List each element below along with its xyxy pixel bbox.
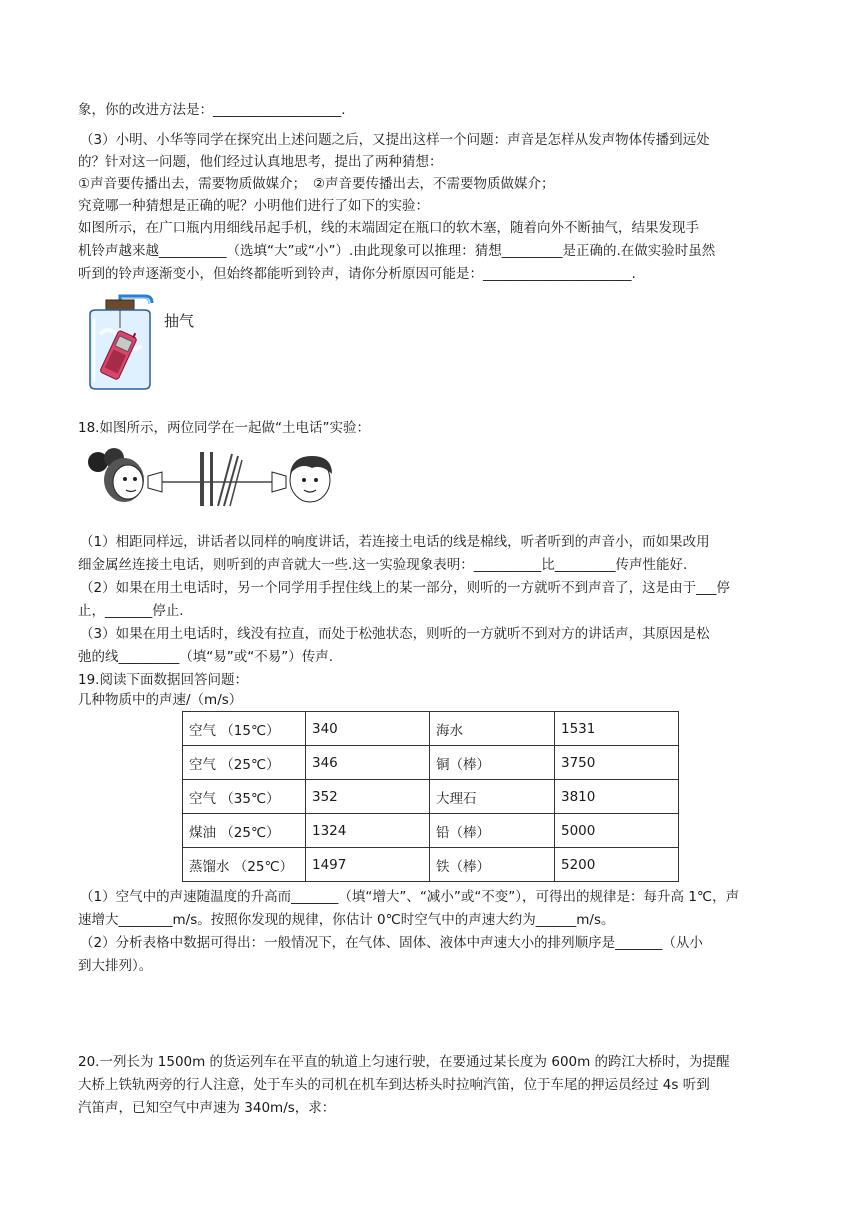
table-cell: 铁（棒） xyxy=(430,848,555,882)
table-cell: 3750 xyxy=(555,746,679,780)
table-cell: 5000 xyxy=(555,814,679,848)
text-line: 的？针对这一问题，他们经过认真地思考，提出了两种猜想： xyxy=(78,154,443,170)
text-line: 细金属丝连接土电话，则听到的声音就大一些.这一实验现象表明：__________比_________传声性能好. xyxy=(78,557,688,573)
text-line: 止，_______停止. xyxy=(78,603,184,619)
table-cell: 1324 xyxy=(306,814,430,848)
table-cell: 352 xyxy=(306,780,430,814)
table-cell: 346 xyxy=(306,746,430,780)
table-cell: 煤油 （25℃） xyxy=(183,814,306,848)
table-row xyxy=(183,780,679,814)
question-18-title: 18.如图所示，两位同学在一起做“土电话”实验： xyxy=(78,420,370,436)
text-line: 象，你的改进方法是：___________________. xyxy=(78,102,346,118)
question-20-line: 汽笛声，已知空气中声速为 340m/s，求： xyxy=(78,1100,336,1116)
text-line: （1）空气中的声速随温度的升高而_______（填“增大”、“减小”或“不变”），可得出的规律是：每升高 1℃，声 xyxy=(80,889,740,905)
table-cell: 铅（棒） xyxy=(430,814,555,848)
text-line: 如图所示，在广口瓶内用细线吊起手机，线的末端固定在瓶口的软木塞，随着向外不断抽气，结果发现手 xyxy=(78,220,699,236)
table-caption: 几种物质中的声速/（m/s） xyxy=(78,692,243,708)
table-row xyxy=(183,814,679,848)
table-cell: 5200 xyxy=(555,848,679,882)
table-cell: 空气 （15℃） xyxy=(183,712,306,746)
table-cell: 大理石 xyxy=(430,780,555,814)
text-line: 机铃声越来越__________（选填“大”或“小”）.由此现象可以推理：猜想_________是正确的.在做实验时虽然 xyxy=(78,243,716,259)
question-20-line: 大桥上铁轨两旁的行人注意，处于车头的司机在机车到达桥头时拉响汽笛，位于车尾的押运员经过 4s 听到 xyxy=(78,1077,710,1093)
table-row xyxy=(183,848,679,882)
table-row xyxy=(183,712,679,746)
table-cell: 蒸馏水 （25℃） xyxy=(183,848,306,882)
text-line: 到大排列）。 xyxy=(78,958,153,974)
table-cell: 空气 （35℃） xyxy=(183,780,306,814)
text-line: （1）相距同样远，讲话者以同样的响度讲话，若连接土电话的线是棉线，听者听到的声音小，而如果改用 xyxy=(80,534,710,550)
text-line: （3）小明、小华等同学在探究出上述问题之后，又提出这样一个问题：声音是怎样从发声物体传播到远处 xyxy=(80,132,710,148)
string-telephone-illustration xyxy=(82,448,346,508)
jar-phone-figure xyxy=(80,294,200,390)
table-cell: 1497 xyxy=(306,848,430,882)
question-20-line: 20.一列长为 1500m 的货运列车在平直的轨道上匀速行驶，在要通过某长度为 600m 的跨江大桥时，为提醒 xyxy=(78,1054,730,1070)
text-line: 速增大________m/s。按照你发现的规律，你估计 0℃时空气中的声速大约为______m/s。 xyxy=(78,912,615,928)
string-telephone-figure xyxy=(82,448,346,508)
sound-speed-table xyxy=(182,711,679,882)
table-row xyxy=(183,746,679,780)
table-cell: 3810 xyxy=(555,780,679,814)
table-cell: 空气 （25℃） xyxy=(183,746,306,780)
text-line: 弛的线_________（填“易”或“不易”）传声. xyxy=(78,649,334,665)
text-line: （3）如果在用土电话时，线没有拉直，而处于松弛状态，则听的一方就听不到对方的讲话声，其原因是松 xyxy=(80,626,710,642)
text-line: ①声音要传播出去，需要物质做媒介； ②声音要传播出去，不需要物质做媒介； xyxy=(78,176,555,192)
question-19-title: 19.阅读下面数据回答问题： xyxy=(78,672,248,688)
jar-illustration xyxy=(80,294,200,390)
pump-label: 抽气 xyxy=(164,312,195,330)
text-line: 听到的铃声逐渐变小，但始终都能听到铃声，请你分析原因可能是：______________________. xyxy=(78,266,636,282)
table-cell: 340 xyxy=(306,712,430,746)
girl-icon xyxy=(88,448,144,502)
table-cell: 1531 xyxy=(555,712,679,746)
boy-icon xyxy=(290,456,332,502)
table-cell: 海水 xyxy=(430,712,555,746)
text-line: （2）如果在用土电话时，另一个同学用手捏住线上的某一部分，则听的一方就听不到声音了，这是由于___停 xyxy=(80,580,730,596)
table-cell: 铜（棒） xyxy=(430,746,555,780)
text-line: （2）分析表格中数据可得出：一般情况下，在气体、固体、液体中声速大小的排列顺序是_______（从小 xyxy=(80,935,703,951)
text-line: 究竟哪一种猜想是正确的呢？小明他们进行了如下的实验： xyxy=(78,198,429,214)
